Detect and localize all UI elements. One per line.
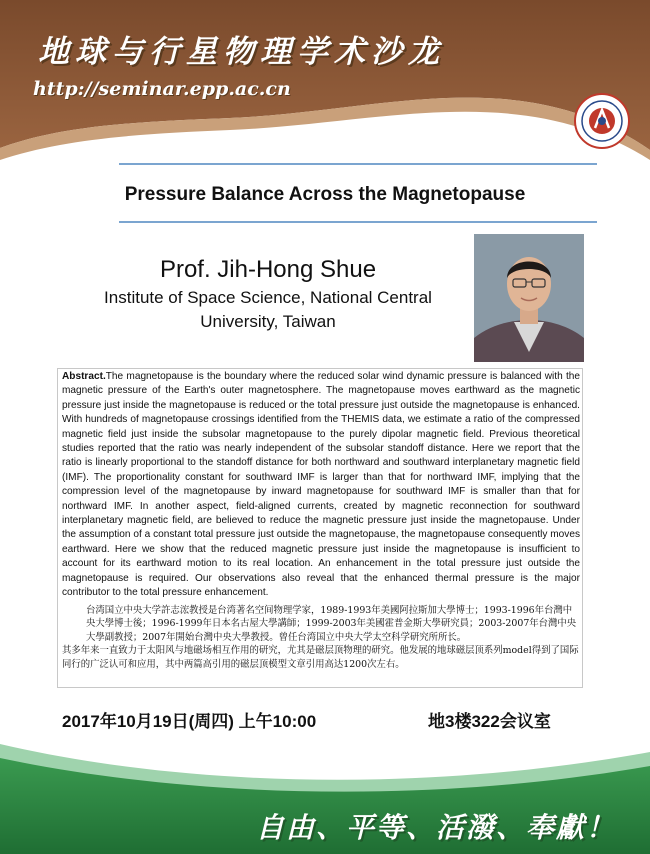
abstract-label: Abstract. <box>62 371 106 382</box>
abstract-text: The magnetopause is the boundary where the reduced solar wind dynamic pressure is balanced with the magnetic pressure of the Earth's outer magnetosphere. The magnetopause moves earthward as the magnetic pressure just inside the magnetopause is reduced or the total pressure just outside the magnetopause is enhanced. With hundreds of magnetopause crossings identified from the THEMIS data, we estimate a ratio of the compressed magnetic field just inside the subsolar magnetopause to the purely dipolar magnetic field. Previous theoretical studies reported that the ratio was nearly independent of the subsolar standoff distance. Here we report that the ratio is linearly proportional to the standoff distance for both northward and southward interplanetary magnetic field (IMF). The proportionality constant for southward IMF is larger than that for northward IMF, implying that the compression level of the magnetopause by inward magnetopause for southward IMF is smaller than that for northward IMF. In another aspect, field-aligned currents, created by magnetic reconnection for southward interplanetary magnetic field, are believed to reduce the magnetic pressure just inside the magnetopause. Under the assumption of a constant total pressure just outside the magnetopause, the magnetopause consequently moves earthward. Here we show that the reduced magnetic pressure just inside the magnetopause is insufficient to account for its earthward motion to its real location. An enhancement in the total pressure just outside the magnetopause is required. Our observations also reveal that the enhanced thermal pressure is the major contributor to the total pressure enhancement. <box>62 371 580 599</box>
speaker-bio <box>62 604 580 671</box>
divider-bottom <box>119 221 597 223</box>
motto: 自由、平等、活潑、奉獻！ <box>256 811 617 844</box>
bio-paragraph-1: 台湾国立中央大学許志浤教授是台湾著名空间物理学家，1989-1993年美國阿拉斯加大學博士；1993-1996年台灣中央大學博士後；1996-1999年日本名古屋大學講師；1999-2003年美國霍普金斯大學研究員；2003-2007年台灣中央大學副教授；2007年開始台灣中央大學教授。曾任台湾国立中央大学太空科学研究所所长。 <box>86 605 577 643</box>
bio-paragraph-2: 其多年来一直致力于太阳风与地磁场相互作用的研究，尤其是磁层顶物理的研究。他发展的地球磁层顶系列model得到了国际同行的广泛认可和应用，其中两篇高引用的磁层顶模型文章引用高达1200次左右。 <box>62 645 579 670</box>
talk-title: Pressure Balance Across the Magnetopause <box>124 184 526 205</box>
divider-top <box>119 163 597 165</box>
speaker-portrait <box>474 234 584 362</box>
speaker-institution-line2: University, Taiwan <box>200 312 336 331</box>
speaker-block <box>80 255 456 333</box>
event-datetime: 2017年10月19日(周四) 上午10:00 <box>62 712 317 731</box>
seminar-url[interactable]: http://seminar.epp.ac.cn <box>33 78 291 100</box>
speaker-institution-line1: Institute of Space Science, National Central <box>104 288 432 307</box>
institute-emblem-icon <box>573 92 631 150</box>
abstract <box>62 370 580 601</box>
speaker-name: Prof. Jih-Hong Shue <box>159 256 377 283</box>
salon-title: 地球与行星物理学术沙龙 <box>38 34 445 70</box>
event-room: 地3楼322会议室 <box>428 712 551 731</box>
